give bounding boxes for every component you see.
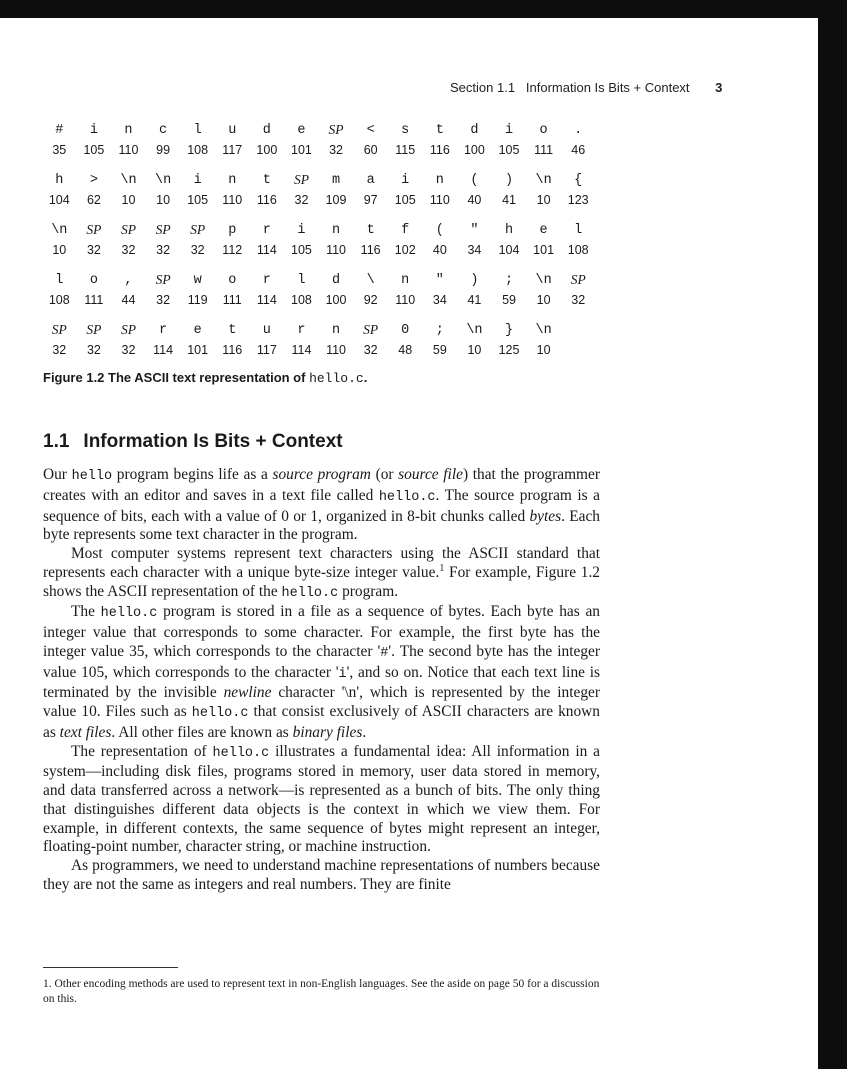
ascii-code: 32 [294, 193, 309, 207]
ascii-code: 102 [394, 243, 416, 257]
ascii-char: SP [120, 222, 136, 237]
ascii-code: 114 [256, 293, 277, 307]
ascii-code: 32 [571, 293, 586, 307]
ascii-code: 34 [467, 243, 482, 257]
ascii-code: 60 [363, 143, 378, 157]
ascii-code: 97 [363, 193, 378, 207]
ascii-char-row [42, 270, 596, 290]
ascii-code: 108 [48, 293, 70, 307]
ascii-char: l [193, 122, 202, 138]
ascii-char: l [55, 272, 64, 288]
ascii-code: 44 [121, 293, 136, 307]
ascii-char: SP [570, 272, 586, 287]
ascii-code: 32 [86, 243, 101, 257]
ascii-char: ) [504, 172, 514, 188]
text-run: ) that the programmer creates with an editor and saves in a text file called [43, 466, 600, 504]
ascii-code: 117 [256, 343, 277, 357]
ascii-char: SP [51, 322, 67, 337]
inline-code: hello.c [212, 745, 270, 761]
text-run: program. [338, 582, 399, 600]
ascii-char-row [42, 120, 596, 140]
ascii-char: SP [328, 122, 344, 137]
ascii-code: 104 [48, 193, 70, 207]
ascii-code: 32 [190, 243, 205, 257]
ascii-char: a [366, 172, 375, 188]
ascii-char: u [262, 322, 271, 338]
ascii-code: 10 [52, 243, 67, 257]
ascii-code: 32 [363, 343, 378, 357]
ascii-char: } [504, 322, 514, 338]
ascii-code: 110 [118, 143, 139, 157]
ascii-char: ( [470, 172, 479, 188]
ascii-char [561, 320, 596, 340]
ascii-code [561, 340, 596, 360]
ascii-code-row [42, 190, 596, 210]
paragraph [43, 466, 600, 545]
ascii-code: 32 [52, 343, 67, 357]
ascii-code: 108 [187, 143, 209, 157]
ascii-char: i [89, 122, 98, 138]
ascii-code: 46 [571, 143, 586, 157]
ascii-char: d [470, 122, 479, 138]
text-run: '. The second byte has the integer value 105, which corresponds to the character ' [43, 642, 601, 681]
ascii-code: 100 [256, 143, 278, 157]
ascii-char: h [55, 172, 64, 188]
ascii-char: , [124, 272, 133, 288]
ascii-char: ; [435, 322, 444, 338]
ascii-code: 111 [534, 143, 554, 157]
text-run: . All other files are known as [111, 723, 293, 741]
ascii-char: . [574, 122, 583, 138]
ascii-char: # [55, 122, 64, 138]
ascii-code-row [42, 340, 596, 360]
ascii-char: m [331, 172, 341, 188]
ascii-char: n [331, 222, 341, 238]
ascii-code: 109 [325, 193, 347, 207]
ascii-char: e [297, 122, 306, 138]
ascii-code: 32 [156, 243, 171, 257]
ascii-code: 32 [329, 143, 343, 157]
ascii-char: t [262, 172, 271, 188]
ascii-code: 34 [432, 293, 447, 307]
scan-right-edge [818, 0, 847, 1069]
ascii-code: 111 [84, 293, 104, 307]
ascii-code: 116 [256, 193, 277, 207]
text-run: character '\n', which is represented by the integer value 10. Files such as [43, 684, 600, 720]
text-run: . Each byte represents some text character in the program. [43, 507, 600, 544]
ascii-char: \n [120, 172, 137, 188]
inline-code: # [380, 645, 389, 661]
ascii-code: 110 [222, 193, 243, 207]
ascii-char: ; [504, 272, 514, 288]
ascii-char: ( [435, 222, 444, 238]
paragraph [43, 545, 600, 603]
ascii-code: 115 [395, 143, 416, 157]
ascii-code: 105 [291, 243, 312, 257]
ascii-code: 114 [256, 243, 277, 257]
ascii-char: < [366, 122, 375, 138]
ascii-char: r [262, 272, 271, 288]
ascii-char-row [42, 220, 596, 240]
figure-caption [43, 370, 367, 386]
ascii-char: SP [155, 222, 171, 237]
paragraph [43, 603, 600, 742]
emphasis: source program [272, 466, 371, 483]
ascii-char: SP [120, 322, 136, 337]
ascii-char: i [297, 222, 306, 238]
text-run: The representation of [71, 742, 213, 760]
ascii-char: i [401, 172, 410, 188]
ascii-char: h [504, 222, 514, 238]
text-run: As programmers, we need to understand machine representations of numbers because they are not the same as integers and real numbers. They are finite [43, 857, 600, 893]
ascii-code: 101 [533, 243, 555, 257]
ascii-code: 10 [156, 193, 171, 207]
ascii-char: " [470, 222, 479, 238]
ascii-code: 125 [498, 343, 520, 357]
inline-code: hello [71, 469, 113, 484]
ascii-code: 112 [222, 243, 243, 257]
ascii-char: n [124, 122, 133, 138]
ascii-char: 0 [401, 322, 410, 338]
ascii-char: \n [535, 322, 552, 338]
ascii-char: s [401, 122, 410, 138]
text-run: The [71, 603, 101, 621]
ascii-char: r [262, 222, 271, 238]
inline-code: hello.c [378, 489, 436, 505]
ascii-char: d [331, 272, 341, 288]
ascii-code: 62 [86, 193, 101, 207]
ascii-code: 10 [536, 343, 551, 357]
ascii-char: i [193, 172, 202, 188]
header-title: Information Is Bits + Context [525, 80, 690, 95]
ascii-code: 100 [463, 143, 485, 157]
ascii-code: 111 [222, 293, 242, 307]
text-run: ', and so on. Notice that each text line is terminated by the invisible [43, 663, 601, 702]
section-heading [43, 431, 343, 453]
ascii-char: c [159, 122, 168, 138]
ascii-char: e [539, 222, 548, 238]
body-text [43, 466, 600, 895]
ascii-char: o [89, 272, 98, 288]
ascii-char: n [331, 322, 341, 338]
ascii-char: n [228, 172, 237, 188]
text-run: Our [43, 466, 72, 483]
emphasis: binary files [292, 723, 363, 741]
ascii-code: 114 [291, 343, 312, 357]
ascii-code: 119 [187, 293, 208, 307]
ascii-code: 116 [429, 143, 450, 157]
ascii-char: SP [363, 322, 379, 337]
ascii-char: SP [86, 222, 102, 237]
ascii-char: \n [154, 172, 172, 188]
section-title: Information Is Bits + Context [83, 431, 343, 452]
ascii-code: 32 [156, 293, 171, 307]
page-number: 3 [715, 80, 723, 95]
ascii-char: n [435, 172, 444, 188]
ascii-char: r [159, 322, 168, 338]
ascii-code: 110 [326, 343, 347, 357]
ascii-code: 41 [467, 293, 482, 307]
ascii-table [42, 120, 596, 360]
footnote: 1. Other encoding methods are used to represent text in non-English languages. See the aside on page 50 for a discussion on this. [43, 978, 600, 1005]
emphasis: newline [223, 684, 272, 702]
ascii-code: 92 [363, 293, 378, 307]
text-run: program is stored in a file as a sequence of bytes. Each byte has an integer value that corresponds to some character. For example, the first byte has the integer value 35, which corresponds to the character ' [43, 603, 600, 660]
text-run: that consist exclusively of ASCII characters are known as [43, 703, 600, 741]
text-run: . [362, 723, 367, 741]
ascii-code: 116 [222, 343, 243, 357]
ascii-code: 108 [567, 243, 589, 257]
ascii-code: 105 [187, 193, 209, 207]
ascii-code: 110 [326, 243, 347, 257]
ascii-char: " [435, 272, 444, 288]
ascii-char: i [504, 122, 514, 138]
ascii-code: 48 [398, 343, 413, 357]
ascii-code: 108 [291, 293, 312, 307]
ascii-code: 59 [502, 293, 516, 307]
running-header [450, 80, 722, 95]
ascii-char: \ [366, 272, 375, 288]
ascii-char: n [401, 272, 410, 288]
text-run: (or [370, 466, 399, 483]
ascii-code: 105 [394, 193, 416, 207]
ascii-char: r [297, 322, 306, 338]
ascii-char: t [366, 222, 375, 238]
ascii-char: o [228, 272, 237, 288]
paragraph [43, 857, 600, 895]
inline-code: hello.c [191, 706, 249, 721]
ascii-char: d [262, 122, 271, 138]
ascii-char: SP [86, 322, 102, 337]
text-run: program begins life as a [112, 466, 273, 483]
inline-code: hello.c [100, 606, 158, 622]
ascii-char: SP [190, 222, 206, 237]
ascii-char: \n [535, 172, 552, 188]
ascii-code: 117 [222, 143, 243, 157]
ascii-char: SP [293, 172, 309, 187]
ascii-code: 59 [432, 343, 447, 357]
footnote-ref: 1 [439, 562, 445, 574]
ascii-char: { [574, 172, 583, 188]
ascii-code: 105 [498, 143, 520, 157]
ascii-code: 110 [395, 293, 416, 307]
ascii-char: \n [466, 322, 483, 338]
ascii-code: 100 [325, 293, 347, 307]
ascii-char: \n [535, 272, 552, 288]
ascii-code-row [42, 240, 596, 260]
ascii-code: 32 [121, 243, 136, 257]
ascii-char: l [297, 272, 306, 288]
ascii-char: SP [155, 272, 171, 287]
text-run: . The source program is a sequence of bits, each with a value of 0 or 1, organized in 8-bit chunks called [43, 486, 601, 525]
scan-top-edge [0, 0, 847, 18]
ascii-code: 32 [121, 343, 136, 357]
ascii-char: w [193, 272, 202, 288]
ascii-char: ) [470, 272, 479, 288]
ascii-char: t [435, 122, 444, 138]
ascii-code: 40 [432, 243, 447, 257]
ascii-code: 10 [536, 293, 551, 307]
figure-caption-label: Figure 1.2 The ASCII text representation of [43, 370, 310, 385]
ascii-char-row [42, 170, 596, 190]
ascii-code: 41 [502, 193, 516, 207]
ascii-code: 114 [153, 343, 174, 357]
ascii-code: 105 [83, 143, 105, 157]
footnote-rule [43, 967, 178, 968]
ascii-code-row [42, 290, 596, 310]
figure-caption-code: hello.c [309, 371, 364, 386]
header-section: Section 1.1 [450, 80, 516, 95]
ascii-char: p [228, 222, 237, 238]
ascii-code: 123 [567, 193, 589, 207]
ascii-char: f [401, 222, 410, 238]
figure-caption-end: . [363, 370, 368, 385]
ascii-code: 101 [291, 143, 312, 157]
inline-code: hello.c [281, 585, 339, 601]
ascii-code: 10 [536, 193, 551, 207]
ascii-char-row [42, 320, 596, 340]
emphasis: text files [59, 723, 112, 741]
inline-code: i [338, 666, 347, 682]
ascii-code-row [42, 140, 596, 160]
ascii-code: 110 [429, 193, 450, 207]
ascii-code: 116 [360, 243, 381, 257]
ascii-code: 101 [187, 343, 209, 357]
emphasis: bytes [529, 507, 562, 525]
ascii-char: \n [51, 222, 68, 238]
ascii-code: 10 [467, 343, 482, 357]
ascii-char: u [228, 122, 237, 138]
paragraph [43, 743, 600, 858]
ascii-code: 10 [121, 193, 136, 207]
ascii-code: 32 [86, 343, 101, 357]
ascii-code: 35 [52, 143, 67, 157]
section-number: 1.1 [43, 431, 70, 452]
text-run: illustrates a fundamental idea: All information in a system—including disk files, programs stored in memory, user data stored in memory, and data transferred across a network—is represented as a bunch of bits. The only thing that distinguishes different data objects is the context in which we view them. For example, in different contexts, the same sequence of bytes might represent an integer, floating-point number, character string, or machine instruction. [43, 742, 600, 856]
ascii-code: 99 [156, 143, 171, 157]
ascii-char: e [193, 322, 202, 338]
ascii-code: 40 [467, 193, 482, 207]
ascii-char: l [574, 222, 583, 238]
ascii-char: o [539, 122, 548, 138]
ascii-code: 104 [498, 243, 520, 257]
text-run: Most computer systems represent text characters using the ASCII standard that represents each character with a unique byte-size integer value. [43, 545, 600, 581]
text-run: For example, Figure 1.2 shows the ASCII representation of the [43, 563, 600, 600]
ascii-char: > [89, 172, 98, 188]
ascii-char: t [228, 322, 237, 338]
emphasis: source file [398, 466, 463, 483]
